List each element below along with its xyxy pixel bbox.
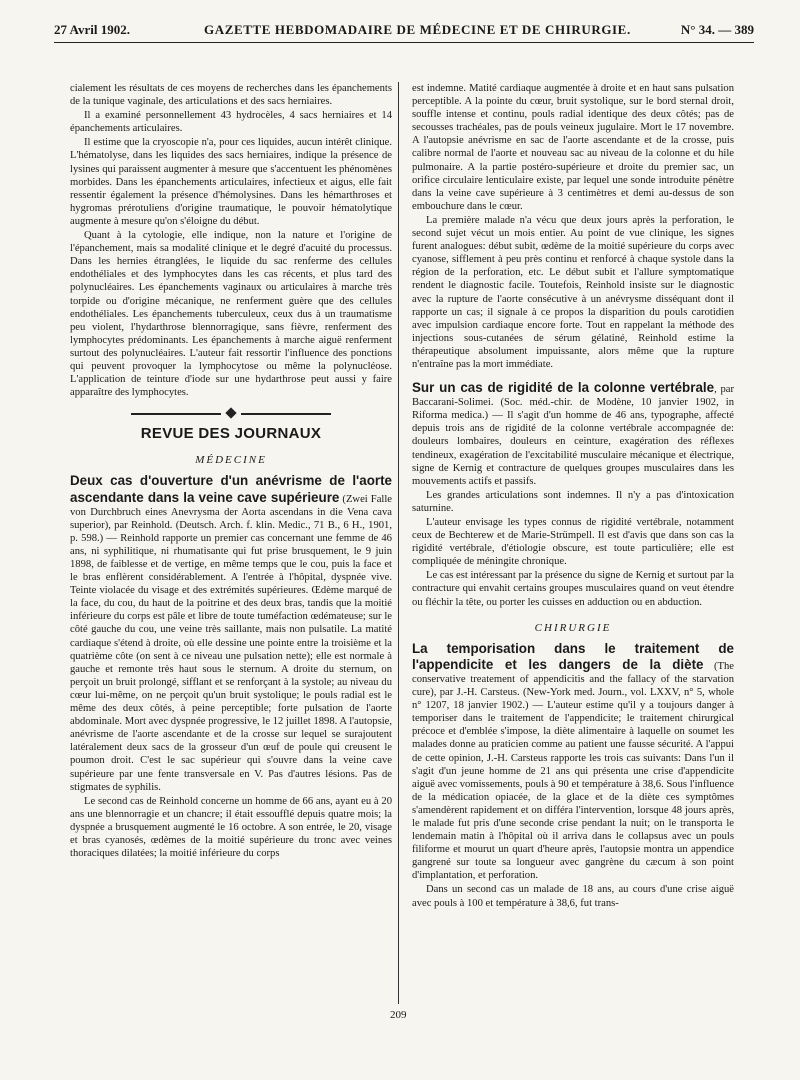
- header-date: 27 Avril 1902.: [54, 22, 130, 37]
- paragraph: Les grandes articulations sont indemnes. Il n'y a pas d'intoxication saturnine.: [412, 489, 734, 514]
- page-footer-number: 209: [390, 1009, 407, 1021]
- article-title: La temporisation dans le traitement de l'appendicite et les dangers de la diète: [412, 640, 734, 672]
- paragraph: cialement les résultats de ces moyens de recherches dans les épanchements de la tunique vaginale, des articulations et des sacs herniaires.: [70, 83, 392, 108]
- paragraph: Dans un second cas un malade de 18 ans, au cours d'une crise aiguë avec pouls à 100 et température à 38,6, fut trans-: [412, 884, 734, 909]
- article-citation: (The conservative treatement of appendicitis and the fallacy of the starvation cure), par J.-H. Carsteus. (New-York med. Journ., vol. LXXV, n° 5, whole n° 1207, 18 janvier 1902.): [412, 660, 734, 712]
- paragraph: Il estime que la cryoscopie n'a, pour ces liquides, aucun intérêt clinique. L'hématolyse, dans les liquides des sacs herniaires, indique la présence de lysines qui paraissent augmenter à mesure que s'accentuent les phénomènes morbides. Dans les épanchements articulaires, infectieux et aigus, elle fait ressentir également la présence d'hémolysines. Dans les hémarthroses et hygromas prérotuliens d'origine traumatique, le pouvoir hématolytique augmente à mesure qu'on s'éloigne du début.: [70, 137, 392, 227]
- column-divider: [398, 82, 399, 1004]
- section-title: REVUE DES JOURNAUX: [140, 425, 322, 443]
- paragraph: La première malade n'a vécu que deux jours après la perforation, le second sujet vécut un mois entier. Au point de vue clinique, les signes furent analogues: début subit, œdème de la moitié supérieure du corps avec cyanose, sifflement à peu près continu et renforcé à chaque systole dans la région de la perforation, etc. Le début subit et l'allure symptomatique rendent le diagnostic facile. Toutefois, Reinhold insiste sur le diagnostic avec la rupture de l'aorte consécutive à un anévrysme disséquant dont il rapporte un cas; il signale à ce propos la disparition du pouls carotidien avec impulsion cardiaque encore forte. Tout en rappelant la méthode des injections sous-cutanées de sérum gélatiné, Reinhold estime la thérapeutique absolument impuissante, alors même que la rupture n'entraîne pas la mort immédiate.: [412, 214, 734, 370]
- header-journal-title: GAZETTE HEBDOMADAIRE DE MÉDECINE ET DE CHIRURGIE.: [204, 22, 631, 37]
- paragraph: Quant à la cytologie, elle indique, non la nature et l'origine de l'épanchement, mais sa modalité clinique et le degré d'acuité du processus. Dans les hernies étranglées, le liquide du sac renferme des cellules endothéliales et des lymphocytes dans les cas récents, et plus tard des polynucléaires. Les épanchements vaginaux ou articulaires à marche très torpide ou d'origine mécanique, ne renferment guère que des cellules endothéliales. Les épanchements tuberculeux, ceux dus à un traumatisme peu violent, l'hydarthrose blennorragique, sans fièvre, renferment des lymphocytes prédominants. Les épanchements à marche aiguë renferment surtout des polynucléaires. L'auteur fait ressortir l'influence des ponctions qui peuvent provoquer la lymphocytose ou même la polynucléose. L'application de teinture d'iode sur une hydarthrose peut aussi y faire apparaître des lymphocytes.: [70, 230, 392, 399]
- paragraph: est indemne. Matité cardiaque augmentée à droite et en haut sans pulsation perceptible. A la pointe du cœur, bruit systolique, sur le bord sternal droit, souffle intense et continu, pouls radial identique des deux côtés; pas de secousses trachéales, pas de pouls veineux jugulaire. Mort le 17 novembre. A l'autopsie anévrisme en sac de l'aorte ascendante et de la crosse, puis calibre normal de l'aorte et nouveau sac au niveau de la colonne et du hile pulmonaire. A la partie postéro-supérieure et droite du premier sac, un orifice circulaire lenticulaire existe, par lequel une sonde introduite pénètre dans la veine cave supérieure à 3 centimètres et demi au-dessus de son embouchure dans le cœur.: [412, 83, 734, 212]
- left-column: [70, 82, 392, 861]
- paragraph: L'auteur envisage les types connus de rigidité vertébrale, notamment ceux de Bechterew et de Marie-Strümpell. Il est d'avis que dans son cas la rigidité vertébrale, d'étiologie obscure, est toute particulière; elle est compliquée de méningite chronique.: [412, 517, 734, 568]
- category-heading: CHIRURGIE: [534, 621, 612, 634]
- article-paragraph: [412, 641, 734, 883]
- article-lead: — L'auteur estime qu'il y a toujours danger à temporiser dans le traitement de l'appendicite; le traitement chirurgical précoce et d'emblée s'impose, la diète alimentaire à laquelle on soumet les malades donne au praticien comme au patient une fausse sécurité. A l'appui de cette opinion, J.-H. Carsteus rapporte les trois cas suivants: Dans l'un il s'agit d'un jeune homme de 21 ans qui présenta une crise d'appendicite aiguë avec vomissements, pouls à 90 et température à 38,6. Sous l'influence de la médication opiacée, de la glace et de la diète ces symptômes s'amendèrent rapidement et on différa l'intervention, lorsque 48 jours après, le malade fut pris d'une seconde crise pendant la nuit; on le transporta le lendemain matin à l'hôpital où il arriva dans le collapsus avec un pouls filiforme et mourut un quart d'heure après, l'autopsie montra un appendice gangrené sur toute sa longueur avec gangrène du cæcum à son point d'implantation, et perforation.: [412, 700, 734, 882]
- article-title: Deux cas d'ouverture d'un anévrisme de l'aorte ascendante dans la veine cave supérieure: [70, 473, 392, 505]
- header-issue-page: N° 34. — 389: [680, 22, 754, 37]
- right-column: [412, 82, 734, 911]
- article-lead: — Reinhold rapporte un premier cas concernant une femme de 46 ans, ni syphilitique, ni rhumatisante qui fut prise brusquement, le 9 juin 1898, de faiblesse et de vertige, en même temps que le cou, puis la face et le bras enflèrent considérablement. A l'entrée à l'hôpital, dyspnée vive. Teinte violacée du visage et des extrémités supérieures. Œdème marqué de la face, du cou, du haut de la poitrine et des deux bras, tandis que la moitié inférieure du corps est pâle et libre de toute tuméfaction œdémateuse; sur le côté gauche du cou, une veine très saillante, mais non pulsatile. La matité cardiaque s'étend à droite, où elle dessine une pointe entre la troisième et la quatrième côte (on sent à ce niveau une pulsation nette); elle est normale à gauche et remonte très haut sous le sternum. A droite du sternum, on perçoit un bruit prolongé, sifflant et se renforçant à la systole; au niveau du cœur lui-même, on ne perçoit qu'un bruit systolique; le pouls radial est le même des deux côtés, à peine perceptible; forte pulsation de l'aorte abdominale. Mort avec dyspnée progressive, le 12 juillet 1898. A l'autopsie, anévrisme de l'aorte ascendante et de la crosse sur lequel se surajoutent latéralement deux sacs de la grosseur d'un œuf de poule qui creusent le poumon droit. C'est le sac supérieur qui s'ouvre dans la veine cave supérieure par une fente transversale en V. Pas d'autres lésions. Pas de stigmates de syphilis.: [70, 532, 392, 793]
- paragraph: Le second cas de Reinhold concerne un homme de 66 ans, ayant eu à 20 ans une blennorragie et un chancre; il était essoufflé depuis quatre mois; la dyspnée a brusquement augmenté le 16 octobre. A son entrée, le 20, visage et bras cyanosés, œdèmes de la moitié supérieure du tronc avec veines thoraciques dilatées; la moitié inférieure du corps: [70, 795, 392, 860]
- article-citation: (Zwei Falle von Durchbruch eines Anevrysma der Aorta ascendans in die Vena cava superior), par Reinhold. (Deutsch. Arch. f. klin. Medic., 71 B., 6 H., 1901, p. 598.): [70, 493, 392, 544]
- category-heading: MÉDECINE: [195, 454, 267, 467]
- paragraph: Il a examiné personnellement 43 hydrocèles, 4 sacs herniaires et 14 épanchements articulaires.: [70, 110, 392, 135]
- article-title: Sur un cas de rigidité de la colonne vertébrale: [412, 380, 715, 396]
- article-citation: , par Baccarani-Solimei. (Soc. méd.-chir. de Modène, 10 janvier 1902, in Riforma medica.): [412, 384, 734, 422]
- article-paragraph: [412, 380, 734, 488]
- article-lead: — Il s'agit d'un homme de 46 ans, typographe, affecté depuis trois ans de rigidité de la colonne vertébrale accompagnée de: douleurs lombaires, douleurs en ceinture, exagération des réflexes tendineux, exagération de l'excitabilité musculaire mécanique et électrique, signe de Kernig et contracture de quelques groupes musculaires dans les mouvements actifs et passifs.: [412, 410, 734, 487]
- section-ornament: [131, 409, 331, 419]
- running-header: [54, 14, 754, 43]
- article-paragraph: [70, 473, 392, 793]
- paragraph: Le cas est intéressant par la présence du signe de Kernig et surtout par la contracture qui envahit certains groupes musculaires quand on veut étendre ou fléchir la tête, ou porter les cuisses en adduction ou en abduction.: [412, 570, 734, 608]
